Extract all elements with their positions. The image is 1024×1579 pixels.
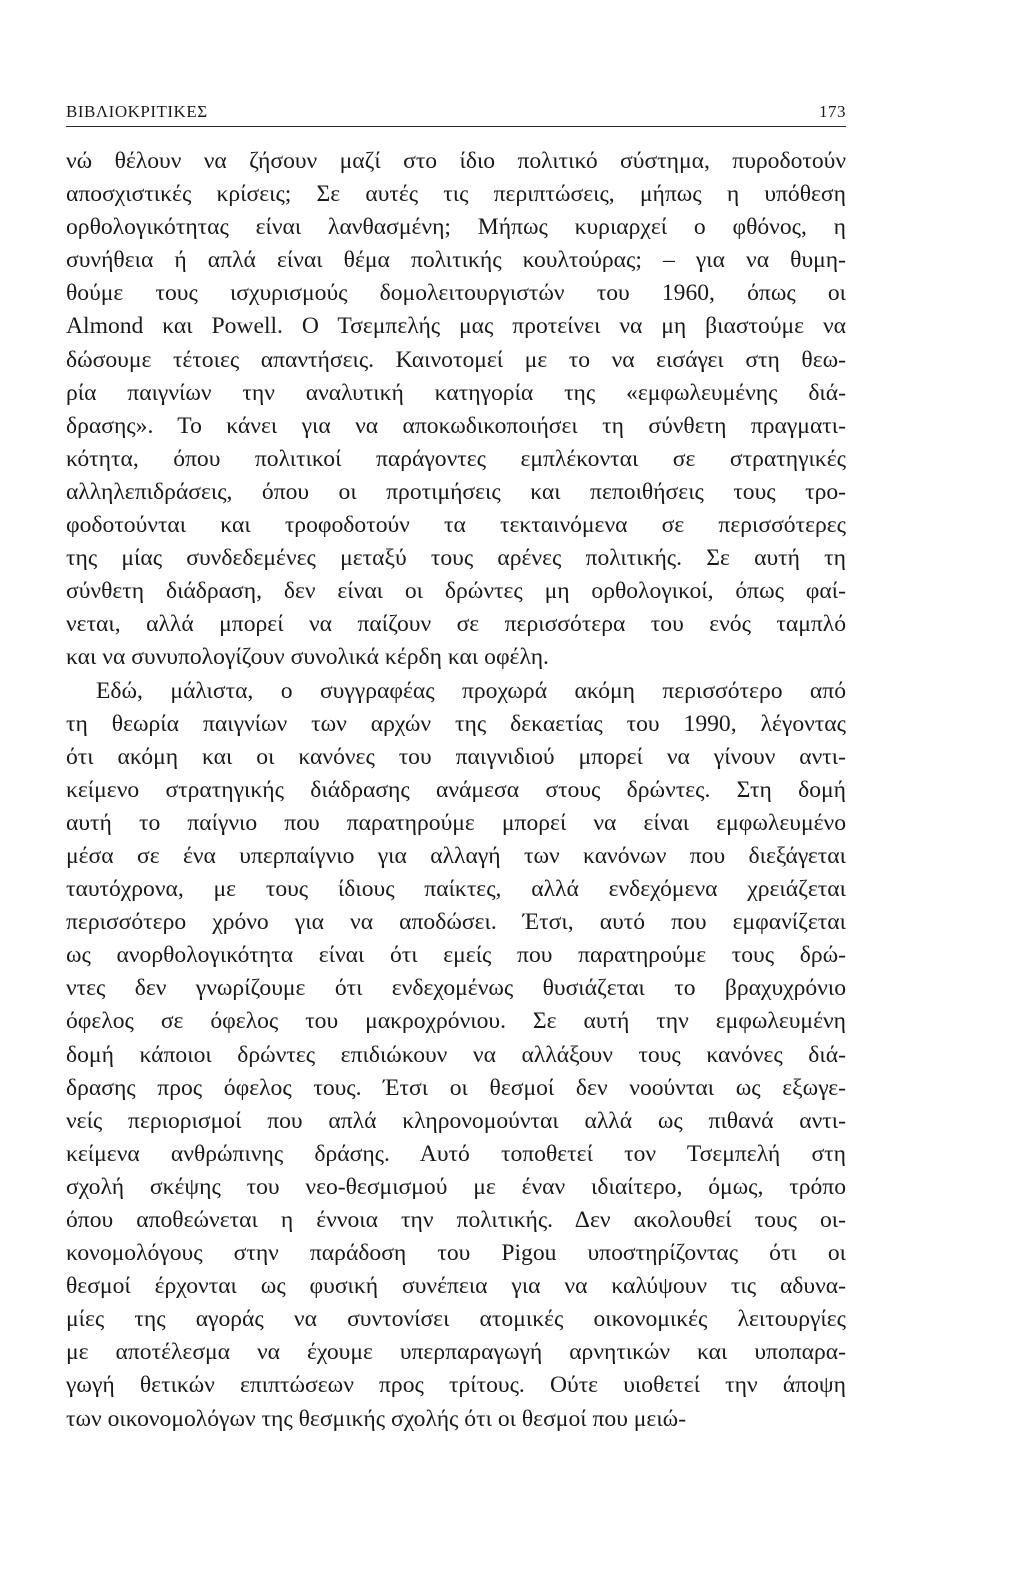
text-line: ότι ακόμη και οι κανόνες του παιγνιδιού μπορεί να γίνουν αντι- bbox=[66, 743, 846, 770]
text-line: γωγή θετικών επιπτώσεων προς τρίτους. Ούτε υιοθετεί την άποψη bbox=[66, 1372, 846, 1399]
text-line: περισσότερο χρόνο για να αποδώσει. Έτσι, αυτό που εμφανίζεται bbox=[66, 909, 846, 936]
text-line: κείμενο στρατηγικής διάδρασης ανάμεσα στους δρώντες. Στη δομή bbox=[66, 776, 846, 803]
text-line: τη θεωρία παιγνίων των αρχών της δεκαετίας του 1990, λέγοντας bbox=[66, 710, 846, 737]
text-line: νείς περιορισμοί που απλά κληρονομούνται αλλά ως πιθανά αντι- bbox=[66, 1107, 846, 1134]
paragraph bbox=[66, 145, 846, 675]
running-header bbox=[66, 98, 846, 127]
text-line: σχολή σκέψης του νεο-θεσμισμού με έναν ιδιαίτερο, όμως, τρόπο bbox=[66, 1173, 846, 1200]
text-line: ρία παιγνίων την αναλυτική κατηγορία της «εμφωλευμένης διά- bbox=[66, 379, 846, 406]
text-line: με αποτέλεσμα να έχουμε υπερπαραγωγή αρνητικών και υποπαρα- bbox=[66, 1339, 846, 1366]
text-line: αλληλεπιδράσεις, όπου οι προτιμήσεις και πεποιθήσεις τους τρο- bbox=[66, 478, 846, 505]
text-line: θεσμοί έρχονται ως φυσική συνέπεια για να καλύψουν τις αδυνα- bbox=[66, 1273, 846, 1300]
text-line: ντες δεν γνωρίζουμε ότι ενδεχομένως θυσιάζεται το βραχυχρόνιο bbox=[66, 975, 846, 1002]
text-line: ταυτόχρονα, με τους ίδιους παίκτες, αλλά ενδεχόμενα χρειάζεται bbox=[66, 876, 846, 903]
text-line: Almond και Powell. Ο Τσεμπελής μας προτείνει να μη βιαστούμε να bbox=[66, 313, 846, 340]
text-line: δώσουμε τέτοιες απαντήσεις. Καινοτομεί με το να εισάγει στη θεω- bbox=[66, 346, 846, 373]
text-line: κείμενα ανθρώπινης δράσης. Αυτό τοποθετεί τον Τσεμπελή στη bbox=[66, 1140, 846, 1167]
text-line: ορθολογικότητας είναι λανθασμένη; Μήπως κυριαρχεί ο φθόνος, η bbox=[66, 214, 846, 241]
text-line: κονομολόγους στην παράδοση του Pigou υποστηρίζοντας ότι οι bbox=[66, 1240, 846, 1267]
text-line: της μίας συνδεδεμένες μεταξύ τους αρένες πολιτικής. Σε αυτή τη bbox=[66, 545, 846, 572]
running-title: ΒΙΒΛΙΟΚΡΙΤΙΚΕΣ bbox=[66, 102, 208, 121]
text-line: σύνθετη διάδραση, δεν είναι οι δρώντες μη ορθολογικοί, όπως φαί- bbox=[66, 578, 846, 605]
text-line: όπου αποθεώνεται η έννοια την πολιτικής. Δεν ακολουθεί τους οι- bbox=[66, 1207, 846, 1233]
text-line: θούμε τους ισχυρισμούς δομολειτουργιστών του 1960, όπως οι bbox=[66, 280, 846, 307]
text-line: όφελος σε όφελος του μακροχρόνιου. Σε αυτή την εμφωλευμένη bbox=[66, 1008, 846, 1035]
text-line: και να συνυπολογίζουν συνολικά κέρδη και οφέλη. bbox=[66, 644, 549, 671]
book-page bbox=[66, 98, 846, 1436]
text-line: Εδώ, μάλιστα, ο συγγραφέας προχωρά ακόμη περισσότερο από bbox=[96, 677, 846, 704]
text-line: αυτή το παίγνιο που παρατηρούμε μπορεί να είναι εμφωλευμένο bbox=[66, 809, 846, 836]
text-line: των οικονομολόγων της θεσμικής σχολής ότι οι θεσμοί που μειώ- bbox=[66, 1405, 687, 1432]
text-line: συνήθεια ή απλά είναι θέμα πολιτικής κουλτούρας; – για να θυμη- bbox=[66, 247, 846, 274]
text-line: νεται, αλλά μπορεί να παίζουν σε περισσότερα του ενός ταμπλό bbox=[66, 611, 846, 638]
text-line: ως ανορθολογικότητα είναι ότι εμείς που παρατηρούμε τους δρώ- bbox=[66, 942, 846, 969]
text-line: νώ θέλουν να ζήσουν μαζί στο ίδιο πολιτικό σύστημα, πυροδοτούν bbox=[66, 148, 846, 174]
text-line: μέσα σε ένα υπερπαίγνιο για αλλαγή των κανόνων που διεξάγεται bbox=[66, 842, 846, 869]
body-text bbox=[66, 145, 846, 1436]
paragraph bbox=[66, 675, 846, 1436]
text-line: αποσχιστικές κρίσεις; Σε αυτές τις περιπτώσεις, μήπως η υπόθεση bbox=[66, 181, 846, 208]
text-line: μίες της αγοράς να συντονίσει ατομικές οικονομικές λειτουργίες bbox=[66, 1306, 846, 1333]
text-line: δομή κάποιοι δρώντες επιδιώκουν να αλλάξουν τους κανόνες διά- bbox=[66, 1041, 846, 1068]
text-line: κότητα, όπου πολιτικοί παράγοντες εμπλέκονται σε στρατηγικές bbox=[66, 445, 846, 472]
text-line: δρασης». Το κάνει για να αποκωδικοποιήσει τη σύνθετη πραγματι- bbox=[66, 412, 846, 439]
text-line: δρασης προς όφελος τους. Έτσι οι θεσμοί δεν νοούνται ως εξωγε- bbox=[66, 1074, 846, 1101]
page-number: 173 bbox=[819, 102, 846, 121]
text-line: φοδοτούνται και τροφοδοτούν τα τεκταινόμενα σε περισσότερες bbox=[66, 512, 846, 539]
